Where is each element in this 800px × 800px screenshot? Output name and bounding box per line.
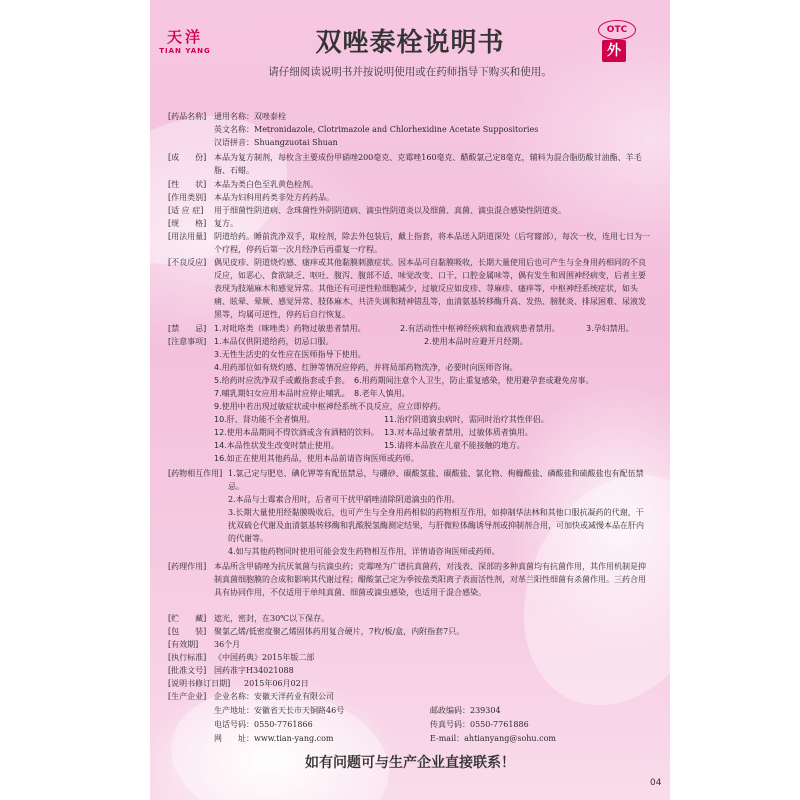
precaution-item: 16.如正在使用其他药品，使用本品前请咨询医师或药师。 <box>214 454 419 463</box>
precaution-item: 14.本品性状发生改变时禁止使用。 <box>214 441 339 450</box>
document-title: 双唑泰栓说明书 <box>315 28 505 58</box>
section-label: [有效期] <box>168 640 199 649</box>
section-label: [贮 藏] <box>168 614 207 623</box>
manufacturer-website: 网 址：www.tian-yang.com <box>214 734 334 743</box>
precaution-row <box>214 387 650 400</box>
section-text: 36个月 <box>214 640 241 649</box>
section-label: [生产企业] <box>168 692 207 701</box>
composition-section <box>168 151 650 177</box>
contraindication-item: 3.孕妇禁用。 <box>586 324 634 333</box>
precaution-row <box>214 426 650 439</box>
precaution-row <box>214 348 650 361</box>
interaction-item: 3.长期大量使用经黏膜吸收后，也可产生与全身用药相似的药物相互作用，如抑制华法林和其他口服抗凝药的代谢，干扰双硫仑代谢及血清氨基转移酶和乳酸脱氢酶测定结果，与肝微粒体酶诱导剂或抑制剂合用，可加快或减慢本品在肝内的代谢等。 <box>228 508 644 543</box>
precaution-item: 13.对本品过敏者禁用，过敏体质者慎用。 <box>384 428 533 437</box>
brand-logo-cn: 天洋 <box>166 28 203 46</box>
character-section <box>168 178 650 256</box>
external-use-badge: 外 <box>602 40 626 62</box>
section-label: [规 格] <box>168 219 207 228</box>
section-text: 遮光，密封，在30℃以下保存。 <box>214 614 330 623</box>
manufacturer-address: 生产地址：安徽省天长市天铜路46号 <box>214 706 345 715</box>
section-text: 2015年06月02日 <box>244 679 309 688</box>
section-label: [不良反应] <box>168 258 207 267</box>
section-label: [批准文号] <box>168 666 207 675</box>
manufacturer-name: 企业名称：安徽天洋药业有限公司 <box>214 692 334 701</box>
precaution-item: 3.无性生活史的女性应在医师指导下使用。 <box>214 350 366 359</box>
interaction-item: 1.氯己定与肥皂、碘化钾等有配伍禁忌，与硼砂、碳酸氢盐、碳酸盐、氯化物、枸橼酸盐、磷酸盐和硫酸盐也有配伍禁忌。 <box>228 469 644 491</box>
footer-contact-note: 如有问题可与生产企业直接联系！ <box>305 755 515 771</box>
precaution-item: 6.用药期间注意个人卫生，防止重复感染，使用避孕套或避免房事。 <box>354 376 594 385</box>
section-text: 本品为类白色至乳黄色栓剂。 <box>214 180 318 189</box>
section-text: 国药准字H34021088 <box>214 666 294 675</box>
manufacturer-section <box>168 690 468 746</box>
pinyin-name: 汉语拼音：Shuangzuotai Shuan <box>214 138 338 147</box>
section-text: 《中国药典》2015年版二部 <box>214 653 315 662</box>
page-number: 04 <box>650 778 662 788</box>
section-label: [禁 忌] <box>168 324 207 333</box>
section-label: [说明书修订日期] <box>168 679 231 688</box>
section-label: [包 装] <box>168 627 207 636</box>
brand-logo-en: TIAN YANG <box>159 47 211 55</box>
interaction-item: 2.本品与土霉素合用时，后者可干扰甲硝唑清除阴道滴虫的作用。 <box>228 495 460 504</box>
precaution-item: 1.本品仅供阴道给药，切忌口服。 <box>214 337 334 346</box>
section-label: [药理作用] <box>168 562 207 571</box>
document-subtitle: 请仔细阅读说明书并按说明使用或在药师指导下购买和使用。 <box>268 66 552 78</box>
contraindications-section <box>168 322 650 335</box>
precautions-section <box>168 335 650 465</box>
section-text: 用于细菌性阴道病、念珠菌性外阴阴道病、滴虫性阴道炎以及细菌、真菌、滴虫混合感染性阴道炎。 <box>214 206 566 215</box>
manufacturer-postcode: 邮政编码：239304 <box>430 706 501 715</box>
generic-name: 通用名称：双唑泰栓 <box>214 112 286 121</box>
section-label: [用法用量] <box>168 232 207 241</box>
precaution-item: 12.使用本品期间不得饮酒或含有酒精的饮料。 <box>214 428 379 437</box>
precaution-row <box>214 361 650 374</box>
precaution-item: 4.用药部位如有烧灼感、红肿等情况应停药，并将局部药物洗净，必要时向医师咨询。 <box>214 363 518 372</box>
precaution-row <box>214 452 650 465</box>
manufacturer-contact <box>430 704 650 746</box>
section-label: [作用类别] <box>168 193 207 202</box>
drug-name-section <box>168 110 650 149</box>
section-text: 聚氯乙烯/低密度聚乙烯固体药用复合硬片，7枚/板/盒，内附指套7只。 <box>214 627 465 636</box>
precaution-row <box>214 335 650 348</box>
manufacturer-fax: 传真号码：0550-7761886 <box>430 720 529 729</box>
section-label: [适 应 症] <box>168 206 204 215</box>
contraindication-item: 1.对吡咯类（咪唑类）药物过敏患者禁用。 <box>214 324 366 333</box>
precaution-item: 7.哺乳期妇女应用本品时应停止哺乳。 <box>214 389 350 398</box>
contraindication-item: 2.有活动性中枢神经疾病和血液病患者禁用。 <box>400 324 560 333</box>
precaution-row <box>214 439 650 452</box>
precaution-row <box>214 413 650 426</box>
section-label: [药品名称] <box>168 112 207 121</box>
precaution-row <box>214 374 650 387</box>
interaction-section <box>168 467 650 558</box>
english-name: 英文名称：Metronidazole, Clotrimazole and Chlorhexidine Acetate Suppositories <box>214 125 539 134</box>
precaution-item: 11.治疗阴道滴虫病时，需同时治疗其性伴侣。 <box>384 415 549 424</box>
section-label: [注意事项] <box>168 337 207 346</box>
section-label: [执行标准] <box>168 653 207 662</box>
interaction-item: 4.如与其他药物同时使用可能会发生药物相互作用，详情请咨询医师或药师。 <box>228 547 500 556</box>
precaution-item: 8.老年人慎用。 <box>354 389 410 398</box>
precaution-item: 5.给药时应洗净双手或戴指套或手套。 <box>214 376 350 385</box>
precaution-row <box>214 400 650 413</box>
section-text: 本品为复方制剂，每枚含主要成份甲硝唑200毫克、克霉唑160毫克、醋酸氯己定8毫克，辅料为混合脂肪酸甘油酯、羊毛脂、石蜡。 <box>214 153 642 175</box>
section-text: 本品为妇科用药类非处方药药品。 <box>214 193 334 202</box>
manufacturer-phone: 电话号码：0550-7761866 <box>214 720 313 729</box>
storage-section <box>168 612 650 690</box>
precaution-item: 2.使用本品时应避开月经期。 <box>424 337 528 346</box>
precaution-item: 10.肝、肾功能不全者慎用。 <box>214 415 315 424</box>
section-label: [药物相互作用] <box>168 469 223 478</box>
adverse-reactions-section <box>168 256 650 321</box>
section-text: 阴道给药。睡前洗净双手，取栓剂，除去外包装后，戴上指套，将本品送入阴道深处（后穹窿部），每次一枚，连用七日为一个疗程，停药后第一次月经净后再重复一疗程。 <box>214 232 650 254</box>
leaflet-sheet <box>150 0 670 800</box>
manufacturer-email: E-mail：ahtianyang@sohu.com <box>430 734 556 743</box>
section-label: [成 份] <box>168 153 207 162</box>
precaution-item: 9.使用中若出现过敏症状或中枢神经系统不良反应，应立即停药。 <box>214 402 446 411</box>
precaution-item: 15.请将本品放在儿童不能接触的地方。 <box>384 441 525 450</box>
pharmacology-section <box>168 560 650 599</box>
otc-badge: OTC <box>598 20 636 40</box>
section-text: 本品所含甲硝唑为抗厌氧菌与抗滴虫药；克霉唑为广谱抗真菌药，对浅表、深部的多种真菌均有抗菌作用，其作用机制是抑制真菌细胞膜的合成和影响其代谢过程；醋酸氯己定为季铵盐类阳离子表面活性剂，对革兰阳性细菌有杀菌作用。三药合用具有协同作用，不仅适用于单纯真菌、细菌或滴虫感染，也适用于混合感染。 <box>214 562 646 597</box>
section-text: 复方。 <box>214 219 238 228</box>
section-text: 偶见皮疹、阴道烧灼感、瘙痒或其他黏膜刺激症状。因本品可自黏膜吸收，长期大量使用后也可产生与全身用药相同的不良反应，如恶心、食欲缺乏、呕吐、腹泻、腹部不适、味觉改变、口干、口腔金属味等，偶有发生和周围神经病变，后者主要表现为肢端麻木和感觉异常。其他还有可逆性粒细胞减少，过敏反应如皮疹、荨麻疹、瘙痒等，中枢神经系统症状，如头痛、眩晕、晕厥、感觉异常、肢体麻木、共济失调和精神错乱等，血清氨基转移酶升高、发热、膀胱炎、排尿困难、尿液发黑等，均属可逆性，停药后自行恢复。 <box>214 258 646 319</box>
section-label: [性 状] <box>168 180 207 189</box>
